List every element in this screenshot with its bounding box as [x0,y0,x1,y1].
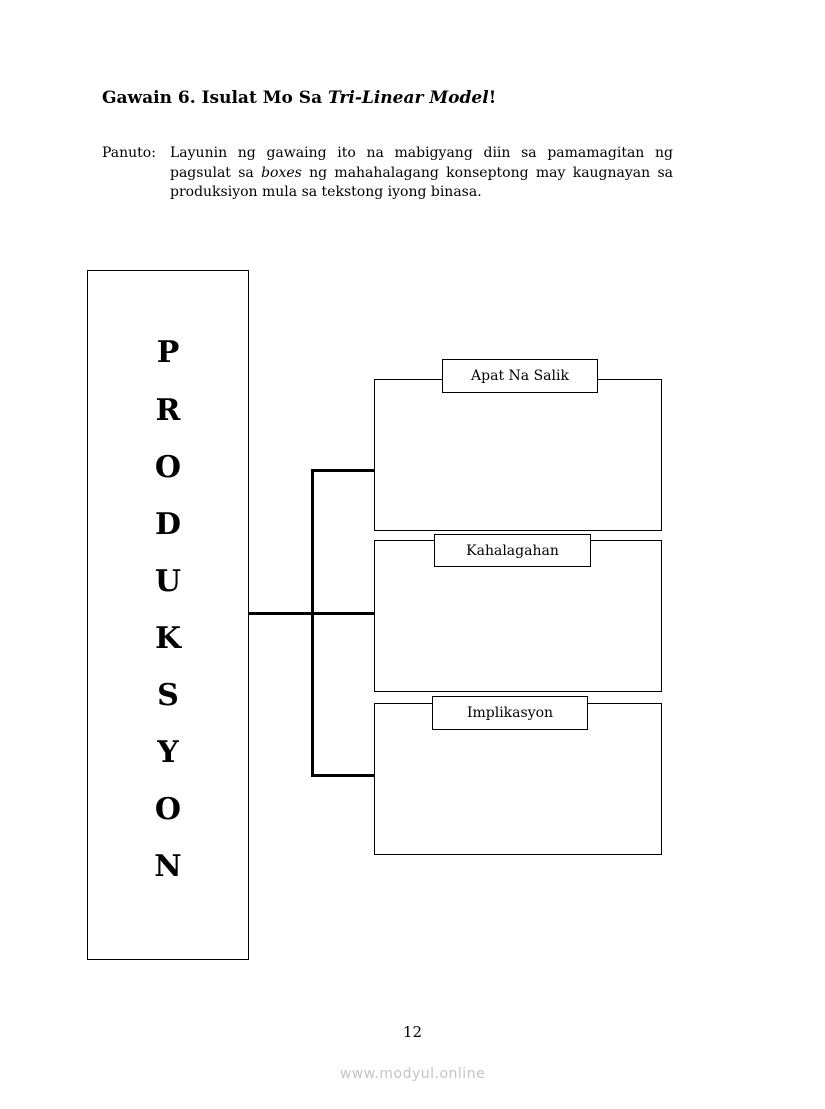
letter-r: R [155,393,181,428]
instruction-line-3: produksiyon mula sa tekstong iyong binasa. [170,184,482,200]
instruction-line-2 [170,164,673,184]
connector-top-branch [311,469,374,472]
answer-box-apat-na-salik[interactable] [374,379,662,531]
instruction-line-2-end: ng mahahalagang konseptong may kaugnayan sa [301,164,673,181]
label-kahalagahan: Kahalagahan [434,534,591,567]
instruction-line-2-start: pagsulat sa [170,164,262,181]
letter-s: S [157,678,179,713]
letter-o-2: O [154,792,182,827]
watermark: www.modyul.online [339,1066,486,1082]
produksyon-box [87,270,249,960]
activity-title [102,88,496,108]
letter-u: U [154,564,182,599]
letter-d: D [154,507,181,542]
title-prefix: Gawain 6. Isulat Mo Sa [102,88,328,108]
instruction-line-1: Layunin ng gawaing ito na mabigyang diin sa pamamagitan ng [170,145,673,161]
title-italic: Tri-Linear Model [328,88,489,108]
label-implikasyon: Implikasyon [432,696,588,730]
connector-bottom-branch [311,774,374,777]
letter-k: K [154,621,182,656]
connector-vertical [311,469,314,777]
instruction-label: Panuto: [102,145,156,161]
title-suffix: ! [488,88,497,108]
letter-o: O [154,450,182,485]
label-apat-na-salik: Apat Na Salik [442,359,598,393]
instruction-line-2-italic: boxes [261,164,302,181]
instruction-text [170,144,673,203]
letter-y: Y [157,735,179,770]
letter-n: N [154,849,182,884]
page-number: 12 [402,1023,423,1041]
letter-p: P [156,335,180,370]
